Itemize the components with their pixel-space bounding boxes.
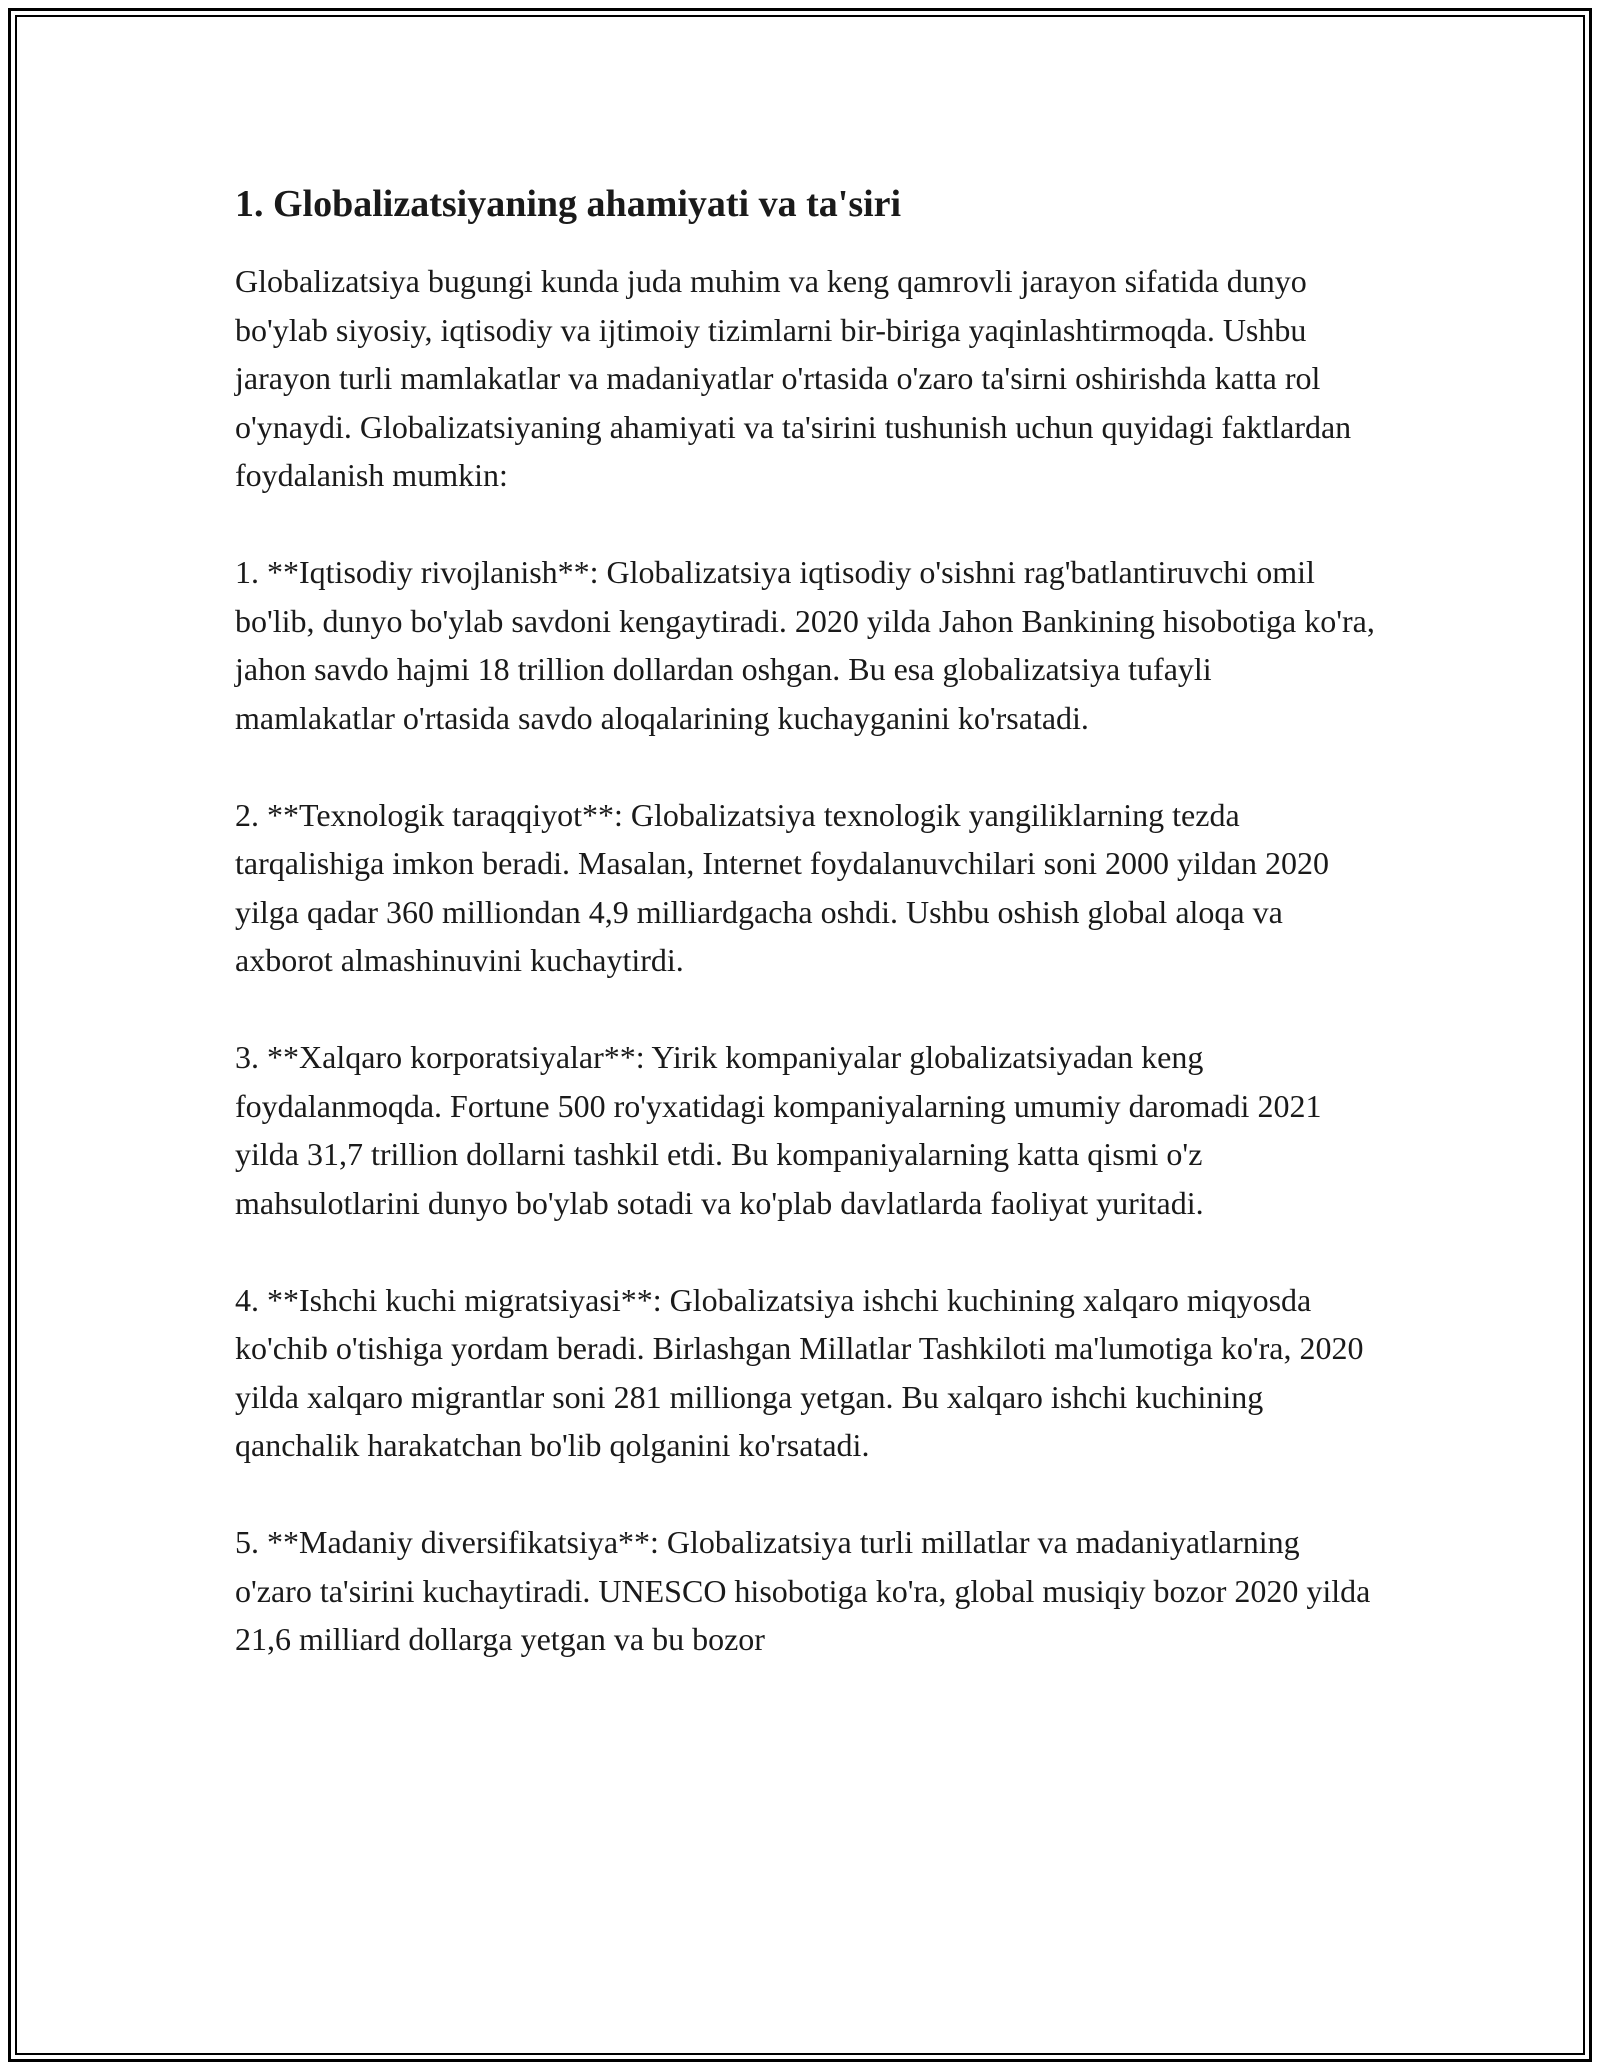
- list-item-international-corporations: 3. **Xalqaro korporatsiyalar**: Yirik kompaniyalar globalizatsiyadan keng foydalanmoqda. Fortune 500 ro'yxatidagi kompaniyalarning umumiy daromadi 2021 yilda 31,7 trillion dollarni tashkil etdi. Bu kompaniyalarning katta qismi o'z mahsulotlarini dunyo bo'ylab sotadi va ko'plab davlatlarda faoliyat yuritadi.: [235, 1039, 1322, 1221]
- list-item-technological-progress: 2. **Texnologik taraqqiyot**: Globalizatsiya texnologik yangiliklarning tezda tarqalishiga imkon beradi. Masalan, Internet foydalanuvchilari soni 2000 yildan 2020 yilga qadar 360 milliondan 4,9 milliardgacha oshdi. Ushbu oshish global aloqa va axborot almashinuvini kuchaytirdi.: [235, 796, 1329, 979]
- list-item-economic-development: 1. **Iqtisodiy rivojlanish**: Globalizatsiya iqtisodiy o'sishni rag'batlantiruvchi omil bo'lib, dunyo bo'ylab savdoni kengaytiradi. 2020 yilda Jahon Bankining hisobotiga ko'ra, jahon savdo hajmi 18 trillion dollardan oshgan. Bu esa globalizatsiya tufayli mamlakatlar o'rtasida savdo aloqalarining kuchayganini ko'rsatadi.: [235, 554, 1375, 736]
- list-item-cultural-diversification: 5. **Madaniy diversifikatsiya**: Globalizatsiya turli millatlar va madaniyatlarning o'zaro ta'sirini kuchaytiradi. UNESCO hisobotiga ko'ra, global musiqiy bozor 2020 yilda 21,6 milliard dollarga yetgan va bu bozor: [235, 1524, 1371, 1658]
- document-body: [235, 180, 1375, 1712]
- intro-paragraph: Globalizatsiya bugungi kunda juda muhim va keng qamrovli jarayon sifatida dunyo bo'ylab siyosiy, iqtisodiy va ijtimoiy tizimlarni bir-biriga yaqinlashtirmoqda. Ushbu jarayon turli mamlakatlar va madaniyatlar o'rtasida o'zaro ta'sirni oshirishda katta rol o'ynaydi. Globalizatsiyaning ahamiyati va ta'sirini tushunish uchun quyidagi faktlardan foydalanish mumkin:: [235, 263, 1352, 494]
- list-item-labor-migration: 4. **Ishchi kuchi migratsiyasi**: Globalizatsiya ishchi kuchining xalqaro miqyosda ko'chib o'tishiga yordam beradi. Birlashgan Millatlar Tashkiloti ma'lumotiga ko'ra, 2020 yilda xalqaro migrantlar soni 281 millionga yetgan. Bu xalqaro ishchi kuchining qanchalik harakatchan bo'lib qolganini ko'rsatadi.: [235, 1281, 1364, 1464]
- page-title: 1. Globalizatsiyaning ahamiyati va ta'siri: [235, 183, 902, 225]
